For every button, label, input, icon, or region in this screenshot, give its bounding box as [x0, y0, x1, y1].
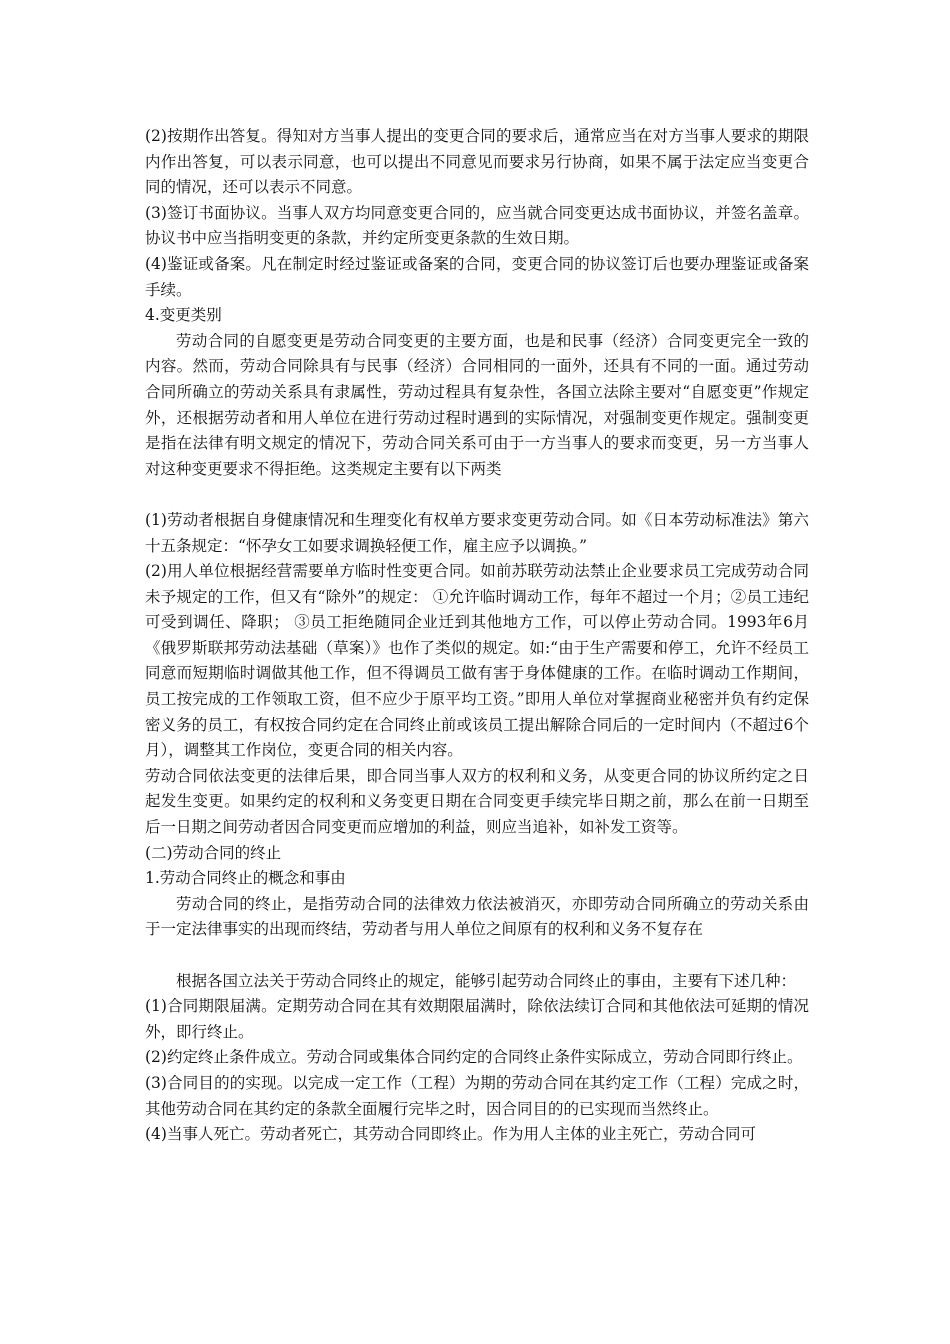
paragraph-termination-definition: 劳动合同的终止，是指劳动合同的法律效力依法被消灭，亦即劳动合同所确立的劳动关系由于一定法律事实的出现而终结，劳动者与用人单位之间原有的权利和义务不复存在 — [145, 894, 809, 939]
paragraph-cause-3: (3)合同目的的实现。以完成一定工作（工程）为期的劳动合同在其约定工作（工程）完成之时，其他劳动合同在其约定的条款全面履行完毕之时，因合同目的的已实现而当然终止。 — [145, 1073, 809, 1118]
section-heading-change-types: 4.变更类别 — [145, 306, 222, 325]
paragraph-cause-2: (2)约定终止条件成立。劳动合同或集体合同约定的合同终止条件实际成立，劳动合同即行终止。 — [145, 1048, 803, 1067]
paragraph-item-4-verification: (4)鉴证或备案。凡在制定时经过鉴证或备案的合同，变更合同的协议签订后也要办理鉴证或备案手续。 — [145, 254, 809, 299]
paragraph-item-3-written-agreement: (3)签订书面协议。当事人双方均同意变更合同的，应当就合同变更达成书面协议，并签名盖章。协议书中应当指明变更的条款，并约定所变更条款的生效日期。 — [145, 203, 809, 248]
paragraph-change-type-2: (2)用人单位根据经营需要单方临时性变更合同。如前苏联劳动法禁止企业要求员工完成劳动合同未予规定的工作，但又有“除外”的规定： ①允许临时调动工作，每年不超过一个月；②员工违纪可受到调任、降职； ③员工拒绝随同企业迁到其他地方工作，可以停止劳动合同。1993年6月《俄罗斯联邦劳动法基础（草案）》也作了类似的规定。如:“由于生产需要和停工，允许不经员工同意而短期临时调做其他工作，但不得调员工做有害于身体健康的工作。在临时调动工作期间，员工按完成的工作领取工资，但不应少于原平均工资。”即用人单位对掌握商业秘密并负有约定保密义务的员工，有权按合同约定在合同终止前或该员工提出解除合同后的一定时间内（不超过6个月），调整其工作岗位，变更合同的相关内容。 — [145, 562, 809, 760]
paragraph-cause-4: (4)当事人死亡。劳动者死亡，其劳动合同即终止。作为用人主体的业主死亡，劳动合同可 — [145, 1125, 756, 1144]
paragraph-cause-1: (1)合同期限届满。定期劳动合同在其有效期限届满时，除依法续订合同和其他依法可延期的情况外，即行终止。 — [145, 997, 809, 1041]
paragraph-legal-consequence: 劳动合同依法变更的法律后果，即合同当事人双方的权利和义务，从变更合同的协议所约定之日起发生变更。如果约定的权利和义务变更日期在合同变更手续完毕日期之前，那么在前一日期至后一日期之间劳动者因合同变更而应增加的利益，则应当追补，如补发工资等。 — [145, 766, 809, 837]
paragraph-termination-causes-intro: 根据各国立法关于劳动合同终止的规定，能够引起劳动合同终止的事由，主要有下述几种： — [176, 971, 797, 990]
paragraph-voluntary-change: 劳动合同的自愿变更是劳动合同变更的主要方面，也是和民事（经济）合同变更完全一致的内容。然而，劳动合同除具有与民事（经济）合同相同的一面外，还具有不同的一面。通过劳动合同所确立的劳动关系具有隶属性，劳动过程具有复杂性，各国立法除主要对“自愿变更”作规定外，还根据劳动者和用人单位在进行劳动过程时遇到的实际情况，对强制变更作规定。强制变更是指在法律有明文规定的情况下，劳动合同关系可由于一方当事人的要求而变更，另一方当事人对这种变更要求不得拒绝。这类规定主要有以下两类 — [145, 331, 809, 478]
paragraph-change-type-1: (1)劳动者根据自身健康情况和生理变化有权单方要求变更劳动合同。如《日本劳动标准法》第六十五条规定：“怀孕女工如要求调换轻便工作，雇主应予以调换。” — [145, 510, 809, 555]
section-heading-termination-concept: 1.劳动合同终止的概念和事由 — [145, 869, 346, 888]
section-heading-termination: (二)劳动合同的终止 — [145, 843, 282, 862]
document-page — [145, 124, 809, 1148]
paragraph-item-2-reply: (2)按期作出答复。得知对方当事人提出的变更合同的要求后，通常应当在对方当事人要求的期限内作出答复，可以表示同意，也可以提出不同意见而要求另行协商，如果不属于法定应当变更合同的情况，还可以表示不同意。 — [145, 127, 809, 197]
